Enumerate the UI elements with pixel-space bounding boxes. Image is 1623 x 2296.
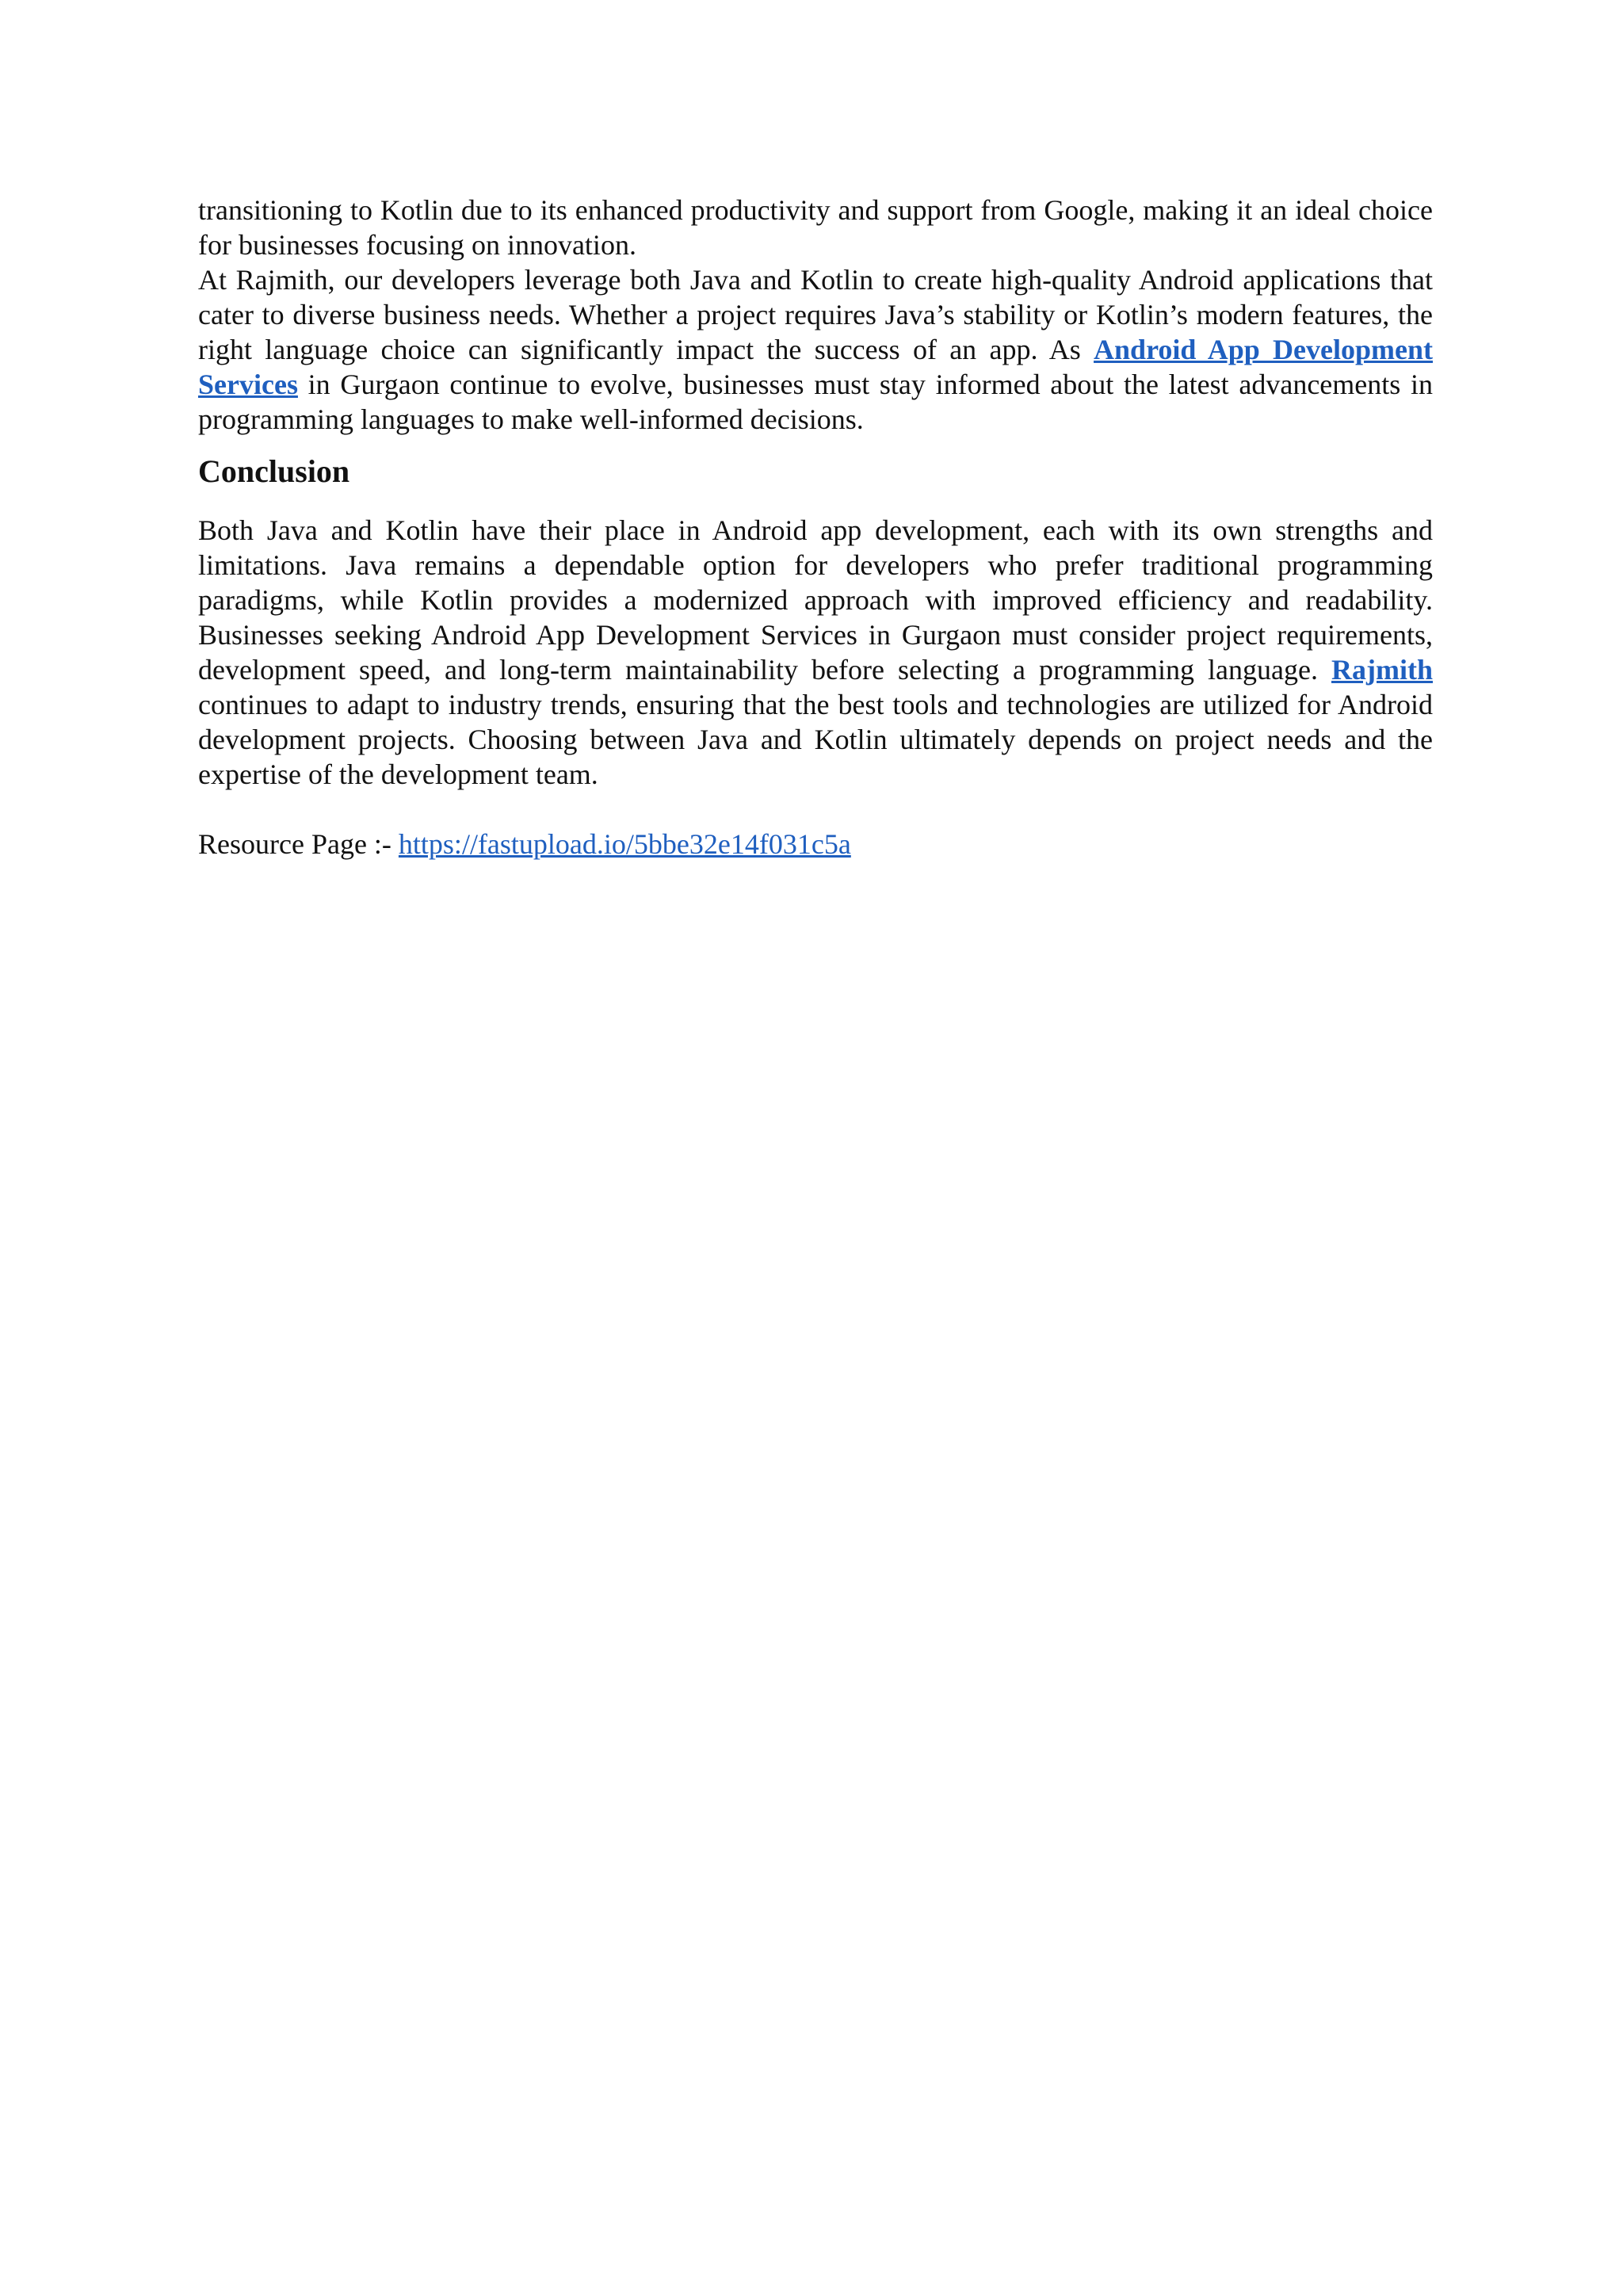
resource-page-line [198, 827, 1433, 861]
conclusion-text-after-link: continues to adapt to industry trends, ensuring that the best tools and technologies are utilized for Android development projects. Choosing between Java and Kotlin ultimately depends on project needs and the expertise of the development team. [198, 689, 1433, 790]
paragraph-intro [198, 193, 1433, 262]
paragraph-conclusion [198, 513, 1433, 792]
paragraph-text-before-link: At Rajmith, our developers leverage both Java and Kotlin to create high-quality Android applications that cater to diverse business needs. Whether a project requires Java’s stability or Kotlin’s modern features, the right language choice can significantly impact the success of an app. As [198, 264, 1433, 365]
rajmith-link[interactable]: Rajmith [1331, 654, 1433, 686]
paragraph-intro-text: transitioning to Kotlin due to its enhanced productivity and support from Google, making it an ideal choice for businesses focusing on innovation. [198, 194, 1433, 261]
document-body [198, 193, 1433, 861]
conclusion-heading: Conclusion [198, 453, 350, 489]
android-app-development-services-link[interactable]: Android App Development Services [198, 334, 1433, 400]
resource-page-label: Resource Page :- [198, 828, 399, 860]
resource-page-link[interactable]: https://fastupload.io/5bbe32e14f031c5a [398, 828, 851, 860]
conclusion-text-before-link: Both Java and Kotlin have their place in Android app development, each with its own strengths and limitations. Java remains a dependable option for developers who prefer traditional programming paradigms, while Kotlin provides a modernized approach with improved efficiency and readability. Businesses seeking Android App Development Services in Gurgaon must consider project requirements, development speed, and long-term maintainability before selecting a programming language. [198, 514, 1433, 686]
paragraph-rajmith-developers [198, 262, 1433, 437]
paragraph-text-after-link: in Gurgaon continue to evolve, businesses must stay informed about the latest advancements in programming languages to make well-informed decisions. [198, 369, 1433, 435]
